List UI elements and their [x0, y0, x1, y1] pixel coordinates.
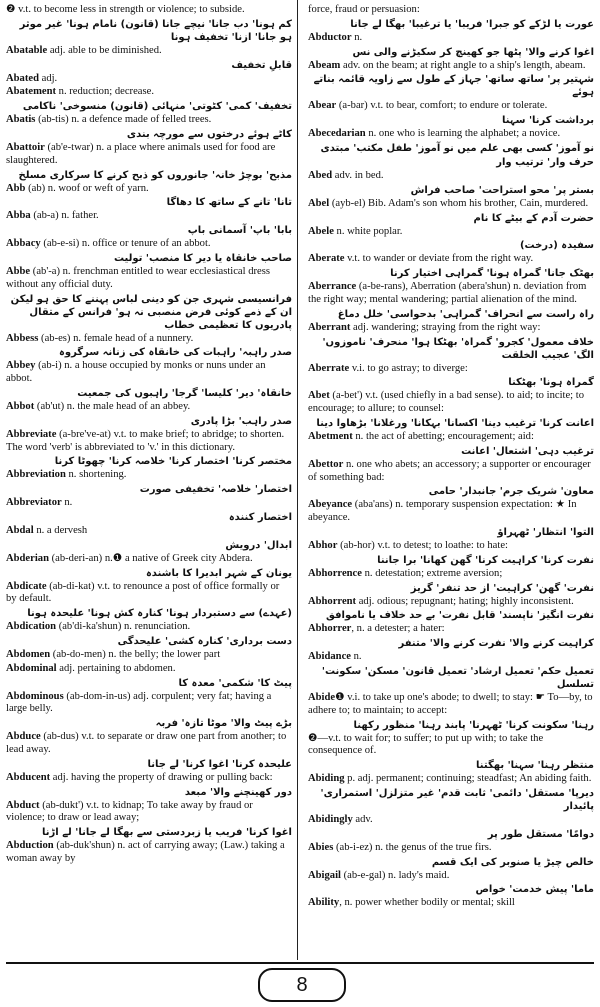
definition: (ab-dus) v.t. to separate or draw one part from another; to lead away.	[6, 731, 287, 755]
page-number: 8	[296, 973, 308, 996]
dictionary-entry	[6, 581, 292, 607]
urdu-translation: اغوا کرنے والا' پٹھا جو کھینچ کر سکیڑنے والی نس	[352, 46, 594, 58]
urdu-translation: اعانت کرنا' ترغیب دینا' اکسانا' بہکانا' ورغلانا' بڑھاوا دینا	[316, 417, 594, 429]
headword: Abidance	[308, 651, 351, 663]
dictionary-entry	[6, 114, 292, 127]
headword: Abies	[308, 841, 334, 853]
urdu-translation: فرانسیسی شہری جن کو دینی لباس پہننے کا حق ہو لیکن ان کے ذمے کوئی فرض منصبی نہ ہو' فرانس کے متقال پادریوں کا تعظیمی خطاب	[10, 293, 292, 331]
headword: Abide	[308, 691, 336, 703]
column-divider	[297, 0, 298, 960]
headword: Aberate	[308, 253, 345, 265]
definition: adv. on the beam; at right angle to a ship's length, abeam.	[340, 59, 586, 71]
urdu-translation: صدر راہب' بڑا پادری	[190, 415, 292, 427]
headword: Abeyance	[308, 499, 353, 511]
headword: Ability	[308, 897, 340, 909]
dictionary-entry	[6, 731, 292, 757]
urdu-translation: نو آموز' کسی بھی علم میں نو آموز' طفل مکتب' مبتدی	[320, 142, 594, 154]
dictionary-entry	[308, 128, 594, 141]
definition: ❷ v.t. to become less in strength or violence; to subside.	[6, 4, 245, 15]
definition: (ab-e-gal) n. lady's maid.	[340, 869, 450, 881]
dictionary-entry	[6, 649, 292, 662]
dictionary-entry	[6, 553, 292, 566]
headword: Abbacy	[6, 238, 41, 250]
headword: Abba	[6, 210, 31, 222]
headword: Abed	[308, 169, 333, 181]
definition: (ab'di-ka'shun) n. renunciation.	[56, 621, 191, 633]
dictionary-entry	[6, 183, 292, 196]
dictionary-entry	[6, 772, 292, 785]
dictionary-entry	[6, 401, 292, 414]
headword: Abear	[308, 100, 337, 112]
dictionary-entry	[6, 800, 292, 826]
urdu-translation: ماما' پیش خدمت' خواص	[475, 884, 594, 896]
headword: Abatable	[6, 44, 48, 56]
definition: (ab'ut) n. the male head of an abbey.	[34, 400, 191, 412]
dictionary-entry	[6, 45, 292, 58]
headword: Abel	[308, 197, 330, 209]
urdu-translation: نفرت انگیز' ناپسند' قابل نفرت' بے حد خلاف یا ناموافق	[325, 610, 594, 622]
dictionary-entry	[6, 4, 292, 17]
definition: adv.	[352, 813, 373, 825]
headword: Abductor	[308, 31, 352, 43]
headword: Abettor	[308, 458, 344, 470]
urdu-translation: حضرت آدم کے بیٹے کا نام	[473, 212, 594, 224]
definition: (ab-es) n. female head of a nunnery.	[38, 332, 194, 344]
urdu-translation: راہ راست سے انحراف' گمراہی' بدحواسی' خلل دماغ	[337, 308, 594, 320]
headword: Abhorrer	[308, 623, 352, 635]
urdu-translation: اغوا کرنا' فریب یا زبردستی سے بھگا لے جانا' لے اڑنا	[42, 827, 292, 839]
dictionary-entry	[308, 198, 594, 211]
headword: Abeam	[308, 59, 341, 71]
definition: v.t. to wander or deviate from the right way.	[344, 253, 534, 265]
definition: (aba'ans) n. temporary suspension expectation: ★ In abeyance.	[308, 499, 577, 524]
definition: force, fraud or persuasion:	[308, 4, 420, 15]
dictionary-entry	[308, 692, 594, 718]
dictionary-entry	[6, 840, 292, 866]
urdu-translation: (عہدے) سے دستبردار ہونا' کنارہ کش ہونا' علیحدہ ہونا	[27, 608, 292, 620]
definition: n. detestation; extreme aversion;	[361, 567, 503, 579]
definition: (ab'-a) n. frenchman entitled to wear ecclesiastical dress without any official duty.	[6, 265, 271, 290]
urdu-translation: تخفیف' کمی' کٹوتی' منہائی (قانون) منسوخی' ناکامی	[22, 101, 292, 113]
headword: Abecedarian	[308, 128, 366, 140]
urdu-translation: صدر راہبہ' راہبات کی خانقاہ کی زنانہ سرگروہ	[59, 347, 292, 359]
dictionary-entry	[6, 210, 292, 223]
definition: (ayb-el) Bib. Adam's son whom his brother, Cain, murdered.	[329, 197, 589, 209]
definition: (ab-e-si) n. office or tenure of an abbot.	[40, 238, 211, 250]
headword: Abbreviate	[6, 428, 57, 440]
urdu-translation: علیحدہ کرنا' اغوا کرنا' لے جانا	[147, 758, 292, 770]
urdu-translation: منتظر رہنا' سہنا' بھگتنا	[476, 760, 594, 772]
urdu-translation: التوا' انتظار' ٹھہراؤ	[497, 526, 594, 538]
definition: n. a dervesh	[33, 524, 88, 536]
definition: (ab-tis) n. a defence made of felled trees.	[35, 114, 212, 126]
definition: n. reduction; decrease.	[56, 86, 154, 98]
dictionary-entry	[6, 497, 292, 510]
headword: Abetment	[308, 430, 353, 442]
definition: (a-be-rans), Aberration (abera'shun) n. deviation from the right way; mental wandering; partial alienation of the mind.	[308, 281, 587, 305]
headword: Abidingly	[308, 813, 353, 825]
urdu-translation: تعمیل حکم' تعمیل ارشاد' تعمیل قانون' مسکن' سکونت' تسلسل	[321, 665, 594, 690]
headword: Abbess	[6, 332, 39, 344]
dictionary-entry	[6, 360, 292, 386]
definition: n. shortening.	[65, 469, 127, 481]
dictionary-entry	[6, 525, 292, 538]
dictionary-entry	[308, 814, 594, 827]
urdu-translation: بڑے پیٹ والا' موٹا تازہ' فربہ	[155, 718, 292, 730]
headword: Abbe	[6, 265, 31, 277]
dictionary-entry	[6, 238, 292, 251]
dictionary-entry	[308, 170, 594, 183]
headword: Abdal	[6, 524, 34, 536]
definition: adj. odious; repugnant; hating; highly inconsistent.	[356, 595, 574, 607]
urdu-translation: اختصار کنندہ	[228, 511, 292, 523]
headword: Abduct	[6, 799, 40, 811]
urdu-translation: مختصر کرنا' اختصار کرنا' خلاصہ کرنا' چھوٹا کرنا	[54, 456, 292, 468]
urdu-translation: خلاف معمول' کجرو' گمراہ' بھٹکا ہوا' منحرف' ناموزوں' الگ' عجیب الخلقت	[322, 336, 594, 361]
definition: (ab-dukt') v.t. to kidnap; To take away by fraud or violence; to draw or lead away;	[6, 799, 253, 824]
definition: ❷—v.t. to wait for; to suffer; to put up with; to take the consequence of.	[308, 732, 544, 757]
urdu-translation: بابا' باپ' آسمانی باپ	[187, 225, 292, 237]
definition: adj. able to be diminished.	[47, 44, 162, 56]
definition: , n. power whether bodily or mental; skill	[339, 897, 515, 909]
urdu-translation: کراہیت کرنے والا' نفرت کرنے والا' متنفر	[398, 638, 594, 650]
headword: Abdicate	[6, 580, 47, 592]
dictionary-entry	[308, 651, 594, 664]
dictionary-entry	[308, 322, 594, 335]
dictionary-entry	[308, 842, 594, 855]
dictionary-entry	[308, 733, 594, 759]
headword: Abattoir	[6, 141, 45, 153]
definition: (ab-a) n. father.	[30, 210, 99, 222]
headword: Abderian	[6, 552, 49, 564]
definition: (ab-hor) v.t. to detest; to loathe: to hate:	[337, 539, 508, 551]
dictionary-entry	[6, 691, 292, 717]
headword: Aberrant	[308, 321, 351, 333]
dictionary-entry	[308, 870, 594, 883]
urdu-translation: سفیدہ (درخت)	[519, 240, 594, 252]
headword: Abhorrence	[308, 567, 362, 579]
headword: Abated	[6, 72, 39, 84]
definition: (ab-duk'shun) n. act of carrying away; (Law.) taking a woman away by	[6, 840, 285, 864]
urdu-translation: بستر پر' محو استراحت' صاحب فراش	[410, 184, 594, 196]
dictionary-entry	[308, 32, 594, 45]
definition: n. one who abets; an accessory; a supporter or encourager of something bad:	[308, 458, 591, 483]
dictionary-entry	[6, 469, 292, 482]
headword: Abdominal	[6, 662, 57, 674]
dictionary-entry	[308, 226, 594, 239]
page-number-box	[258, 968, 346, 1002]
dictionary-entry	[308, 897, 594, 910]
definition: adv. in bed.	[332, 169, 384, 181]
urdu-translation: مذبح' بوچڑ خانہ' جانوروں کو ذبح کرنے کا سرکاری مسلخ	[18, 169, 292, 181]
headword: Abdomen	[6, 648, 51, 660]
urdu-translation: معاون' شریک جرم' جانبدار' حامی	[428, 486, 594, 498]
urdu-translation: حرف وار' ترتیب وار	[496, 156, 594, 168]
headword: Abiding	[308, 773, 345, 785]
urdu-translation: کاٹے ہوئے درختوں سے مورچہ بندی	[126, 128, 292, 140]
dictionary-entry	[308, 596, 594, 609]
dictionary-entry	[6, 86, 292, 99]
urdu-translation: صاحب خانقاہ یا دیر کا منصب' تولیت	[113, 252, 292, 264]
urdu-translation: دست برداری' کنارہ کشی' علیحدگی	[117, 635, 292, 647]
headword: Abdominous	[6, 690, 64, 702]
headword: Abduction	[6, 840, 54, 852]
dictionary-entry	[6, 266, 292, 292]
headword: Abduce	[6, 731, 41, 743]
headword: Abb	[6, 182, 26, 194]
definition: adj.	[38, 72, 58, 84]
dictionary-entry	[308, 773, 594, 786]
dictionary-entry	[308, 100, 594, 113]
headword: Aberrate	[308, 362, 350, 374]
urdu-translation: رہنا' سکونت کرنا' ٹھہرنا' پابند رہنا' منظور رکھنا	[353, 719, 594, 731]
dictionary-entry	[308, 363, 594, 376]
definition: adj. pertaining to abdomen.	[56, 662, 176, 674]
dictionary-entry	[6, 429, 292, 455]
definition: n.	[351, 31, 363, 43]
urdu-translation: ترغیب دہی' اشتعال' اعانت	[461, 445, 594, 457]
dictionary-entry	[308, 390, 594, 416]
definition: (a-bet') v.t. (used chiefly in a bad sense). to aid; to incite; to encourage; to allure; to counsel:	[308, 390, 584, 415]
dictionary-entry	[6, 333, 292, 346]
urdu-translation: یونان کے شہر ابدیرا کا باشندہ	[145, 567, 292, 579]
definition: (ab-do-men) n. the belly; the lower part	[50, 648, 221, 660]
headword: Aberrance	[308, 281, 357, 293]
definition: n. the act of abetting; encouragement; aid:	[352, 430, 534, 442]
headword: Abhor	[308, 539, 338, 551]
urdu-translation: دیرپا' مستقل' دائمی' ثابت قدم' غیر متزلزل' استمراری' پائیدار	[320, 787, 594, 812]
urdu-translation: قابلِ تخفیف	[231, 59, 292, 71]
dictionary-entry	[308, 4, 594, 17]
dictionary-entry	[308, 281, 594, 307]
headword: Abele	[308, 225, 334, 237]
urdu-translation: برداشت کرنا' سہنا	[501, 115, 594, 127]
urdu-translation: اختصار' خلاصہ' تخفیفی صورت	[139, 484, 292, 496]
headword: Abatis	[6, 114, 36, 126]
definition: adj. wandering; straying from the right way:	[350, 321, 541, 333]
headword: Abigail	[308, 869, 341, 881]
headword: Abbot	[6, 400, 35, 412]
right-column	[308, 4, 594, 959]
headword: Abdication	[6, 621, 57, 633]
definition: n.	[61, 497, 73, 509]
urdu-translation: ابدال' درویش	[225, 539, 292, 551]
headword: Abet	[308, 390, 330, 402]
dictionary-entry	[308, 459, 594, 485]
definition: (ab-di-kat) v.t. to renounce a post of office formally or by default.	[6, 580, 280, 605]
definition: (a-bar) v.t. to bear, comfort; to endure or tolerate.	[336, 100, 548, 112]
urdu-translation: خانقاہ' دیر' کلیسا' گرجا' راہبوں کی جمعیت	[77, 387, 292, 399]
definition: (ab-i) n. a house occupied by monks or nuns under an abbot.	[6, 360, 266, 385]
dictionary-entry	[308, 623, 594, 636]
dictionary-entry	[308, 499, 594, 525]
dictionary-entry	[308, 568, 594, 581]
definition: (ab-dom-in-us) adj. corpulent; very fat; having a large belly.	[6, 690, 272, 715]
urdu-translation: شہتیر پر' ساتھ ساتھ' جہاز کے طول سے زاویہ قائمہ بناتے ہوئے	[313, 74, 594, 99]
urdu-translation: نفرت کرنا' کراہیت کرنا' گھن کھانا' برا جاننا	[377, 554, 594, 566]
definition: (ab'e-twar) n. a place where animals used for food are slaughtered.	[6, 141, 276, 166]
urdu-translation: دور کھینچنے والا' مبعد	[184, 786, 292, 798]
dictionary-entry	[6, 663, 292, 676]
definition: adj. having the property of drawing or pulling back:	[50, 771, 273, 783]
definition: (ab-i-ez) n. the genus of the true firs.	[333, 841, 492, 853]
definition: (ab) n. woof or weft of yarn.	[25, 182, 149, 194]
definition: n. white poplar.	[333, 225, 403, 237]
definition: ❶ v.i. to take up one's abode; to dwell; to stay: ☛ To—by, to adhere to; to maintain; to accept:	[308, 691, 593, 716]
dictionary-entry	[308, 540, 594, 553]
dictionary-entry	[6, 621, 292, 634]
headword: Abbreviator	[6, 497, 62, 509]
urdu-translation: نفرت' گھن' کراہیت' از حد تنفر' گریز	[410, 582, 594, 594]
definition: p. adj. permanent; continuing; steadfast; An abiding faith.	[344, 773, 592, 785]
dictionary-entry	[308, 60, 594, 73]
urdu-translation: خالص چیڑ یا صنوبر کی ایک قسم	[431, 856, 594, 868]
headword: Abbreviation	[6, 469, 66, 481]
dictionary-entry	[6, 142, 292, 168]
bottom-rule	[6, 962, 594, 964]
urdu-translation: بھٹک جانا' گمراہ ہونا' گمراہی اختیار کرنا	[390, 268, 594, 280]
urdu-translation: پیٹ کا' شکمی' معدہ کا	[178, 677, 292, 689]
left-column	[6, 4, 292, 959]
definition: (a-bre've-at) v.t. to make brief; to abridge; to shorten. The word 'verb' is abbreviated to 'v.' in this dictionary.	[6, 428, 285, 453]
headword: Abbey	[6, 360, 36, 372]
urdu-translation: گمراہ ہونا' بھٹکنا	[508, 377, 594, 389]
urdu-translation: عورت یا لڑکے کو جبرا' فریبا' یا ترغیبا' بھگا لے جانا	[350, 18, 594, 30]
headword: Abducent	[6, 771, 51, 783]
definition: (ab-deri-an) n.❶ a native of Greek city Abdera.	[48, 552, 253, 564]
dictionary-entry	[308, 431, 594, 444]
definition: v.i. to go astray; to diverge:	[349, 362, 468, 374]
definition: n. one who is learning the alphabet; a novice.	[365, 128, 561, 140]
dictionary-entry	[308, 253, 594, 266]
urdu-translation: تانا' تانے کے ساتھ کا دھاگا	[166, 197, 292, 209]
headword: Abhorrent	[308, 595, 357, 607]
headword: Abatement	[6, 86, 57, 98]
urdu-translation: کم ہونا' دب جانا' نیچے جانا (قانون) نامام ہونا' غیر موثر ہو جانا' ازنا' تخفیف ہونا	[19, 18, 292, 43]
definition: , n. a detester; a hater:	[351, 623, 445, 635]
definition: n.	[350, 651, 362, 663]
dictionary-entry	[6, 73, 292, 86]
urdu-translation: دوامًا' مستقل طور پر	[487, 828, 594, 840]
